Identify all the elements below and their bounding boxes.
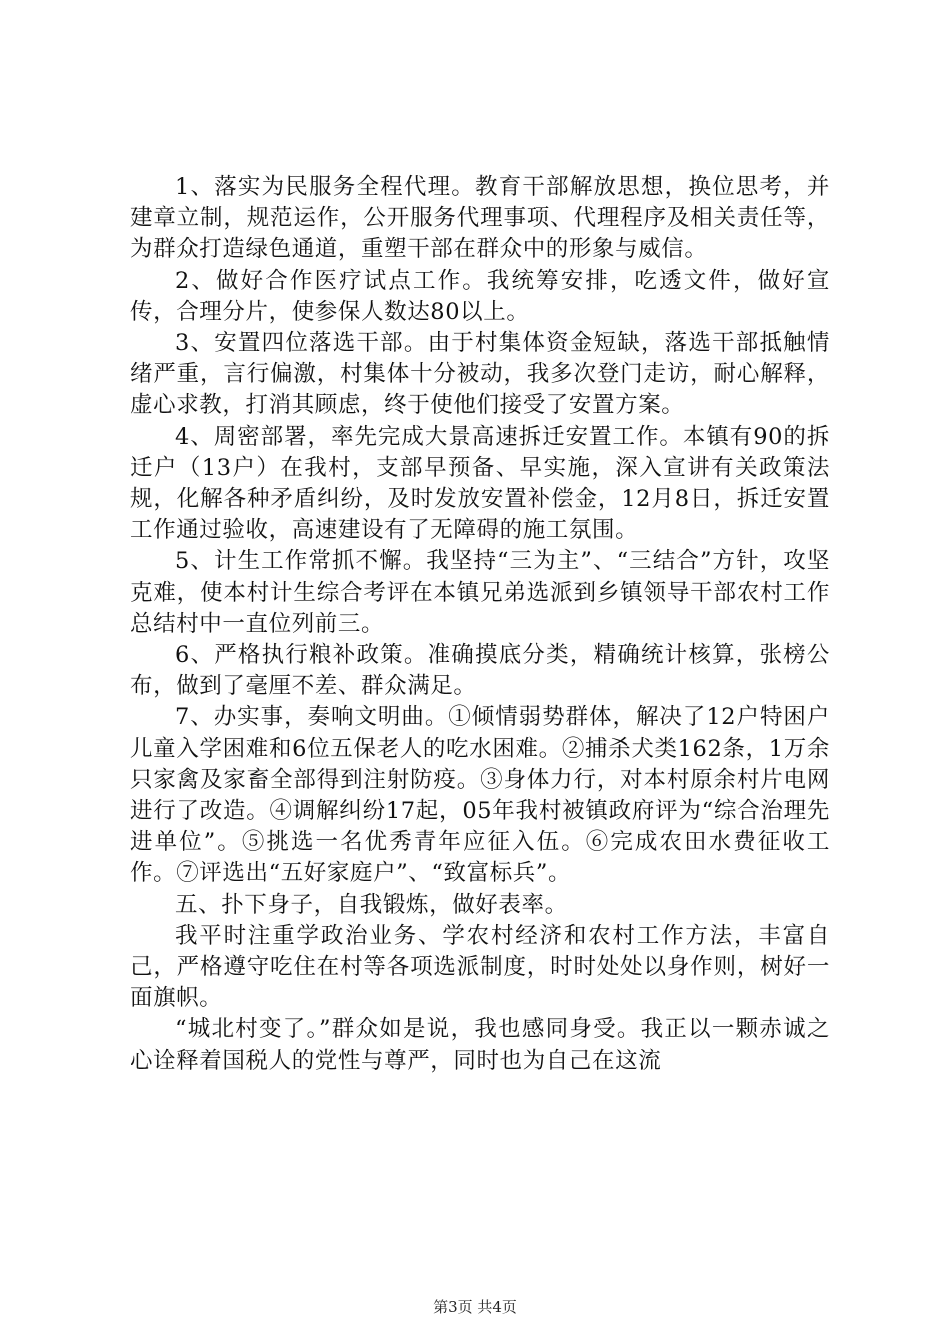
paragraph-5: 5、计生工作常抓不懈。我坚持“三为主”、“三结合”方针，攻坚克难，使本村计生综合考评在本镇兄弟选派到乡镇领导干部农村工作总结村中一直位列前三。 — [130, 548, 830, 637]
paragraph-4: 4、周密部署，率先完成大景高速拆迁安置工作。本镇有90的拆迁户（13户）在我村，支部早预备、早实施，深入宣讲有关政策法规，化解各种矛盾纠纷，及时发放安置补偿金，12月8日，拆迁安置工作通过验收，高速建设有了无障碍的施工氛围。 — [130, 423, 830, 544]
document-body — [130, 172, 830, 1077]
paragraph-9: “城北村变了。”群众如是说，我也感同身受。我正以一颗赤诚之心诠释着国税人的党性与尊严，同时也为自己在这流 — [130, 1016, 830, 1074]
paragraph-7: 7、办实事，奏响文明曲。①倾情弱势群体，解决了12户特困户儿童入学困难和6位五保老人的吃水困难。②捕杀犬类162条，1万余只家禽及家畜全部得到注射防疫。③身体力行，对本村原余村片电网进行了改造。④调解纠纷17起，05年我村被镇政府评为“综合治理先进单位”。⑤挑选一名优秀青年应征入伍。⑥完成农田水费征收工作。⑦评选出“五好家庭户”、“致富标兵”。 — [130, 704, 830, 887]
paragraph-2: 2、做好合作医疗试点工作。我统筹安排，吃透文件，做好宣传，合理分片，使参保人数达80以上。 — [130, 267, 830, 325]
paragraph-8: 我平时注重学政治业务、学农村经济和农村工作方法，丰富自己，严格遵守吃住在村等各项选派制度，时时处处以身作则，树好一面旗帜。 — [130, 922, 830, 1012]
paragraph-1: 1、落实为民服务全程代理。教育干部解放思想，换位思考，并建章立制，规范运作，公开服务代理事项、代理程序及相关责任等，为群众打造绿色通道，重塑干部在群众中的形象与威信。 — [130, 174, 830, 263]
paragraph-3: 3、安置四位落选干部。由于村集体资金短缺，落选干部抵触情绪严重，言行偏激，村集体十分被动，我多次登门走访，耐心解释，虚心求教，打消其顾虑，终于使他们接受了安置方案。 — [130, 330, 830, 419]
section-heading-5: 五、扑下身子，自我锻炼，做好表率。 — [175, 891, 568, 918]
page-footer: 第3页 共4页 — [433, 1298, 517, 1316]
paragraph-6: 6、严格执行粮补政策。准确摸底分类，精确统计核算，张榜公布，做到了毫厘不差、群众满足。 — [130, 642, 830, 700]
